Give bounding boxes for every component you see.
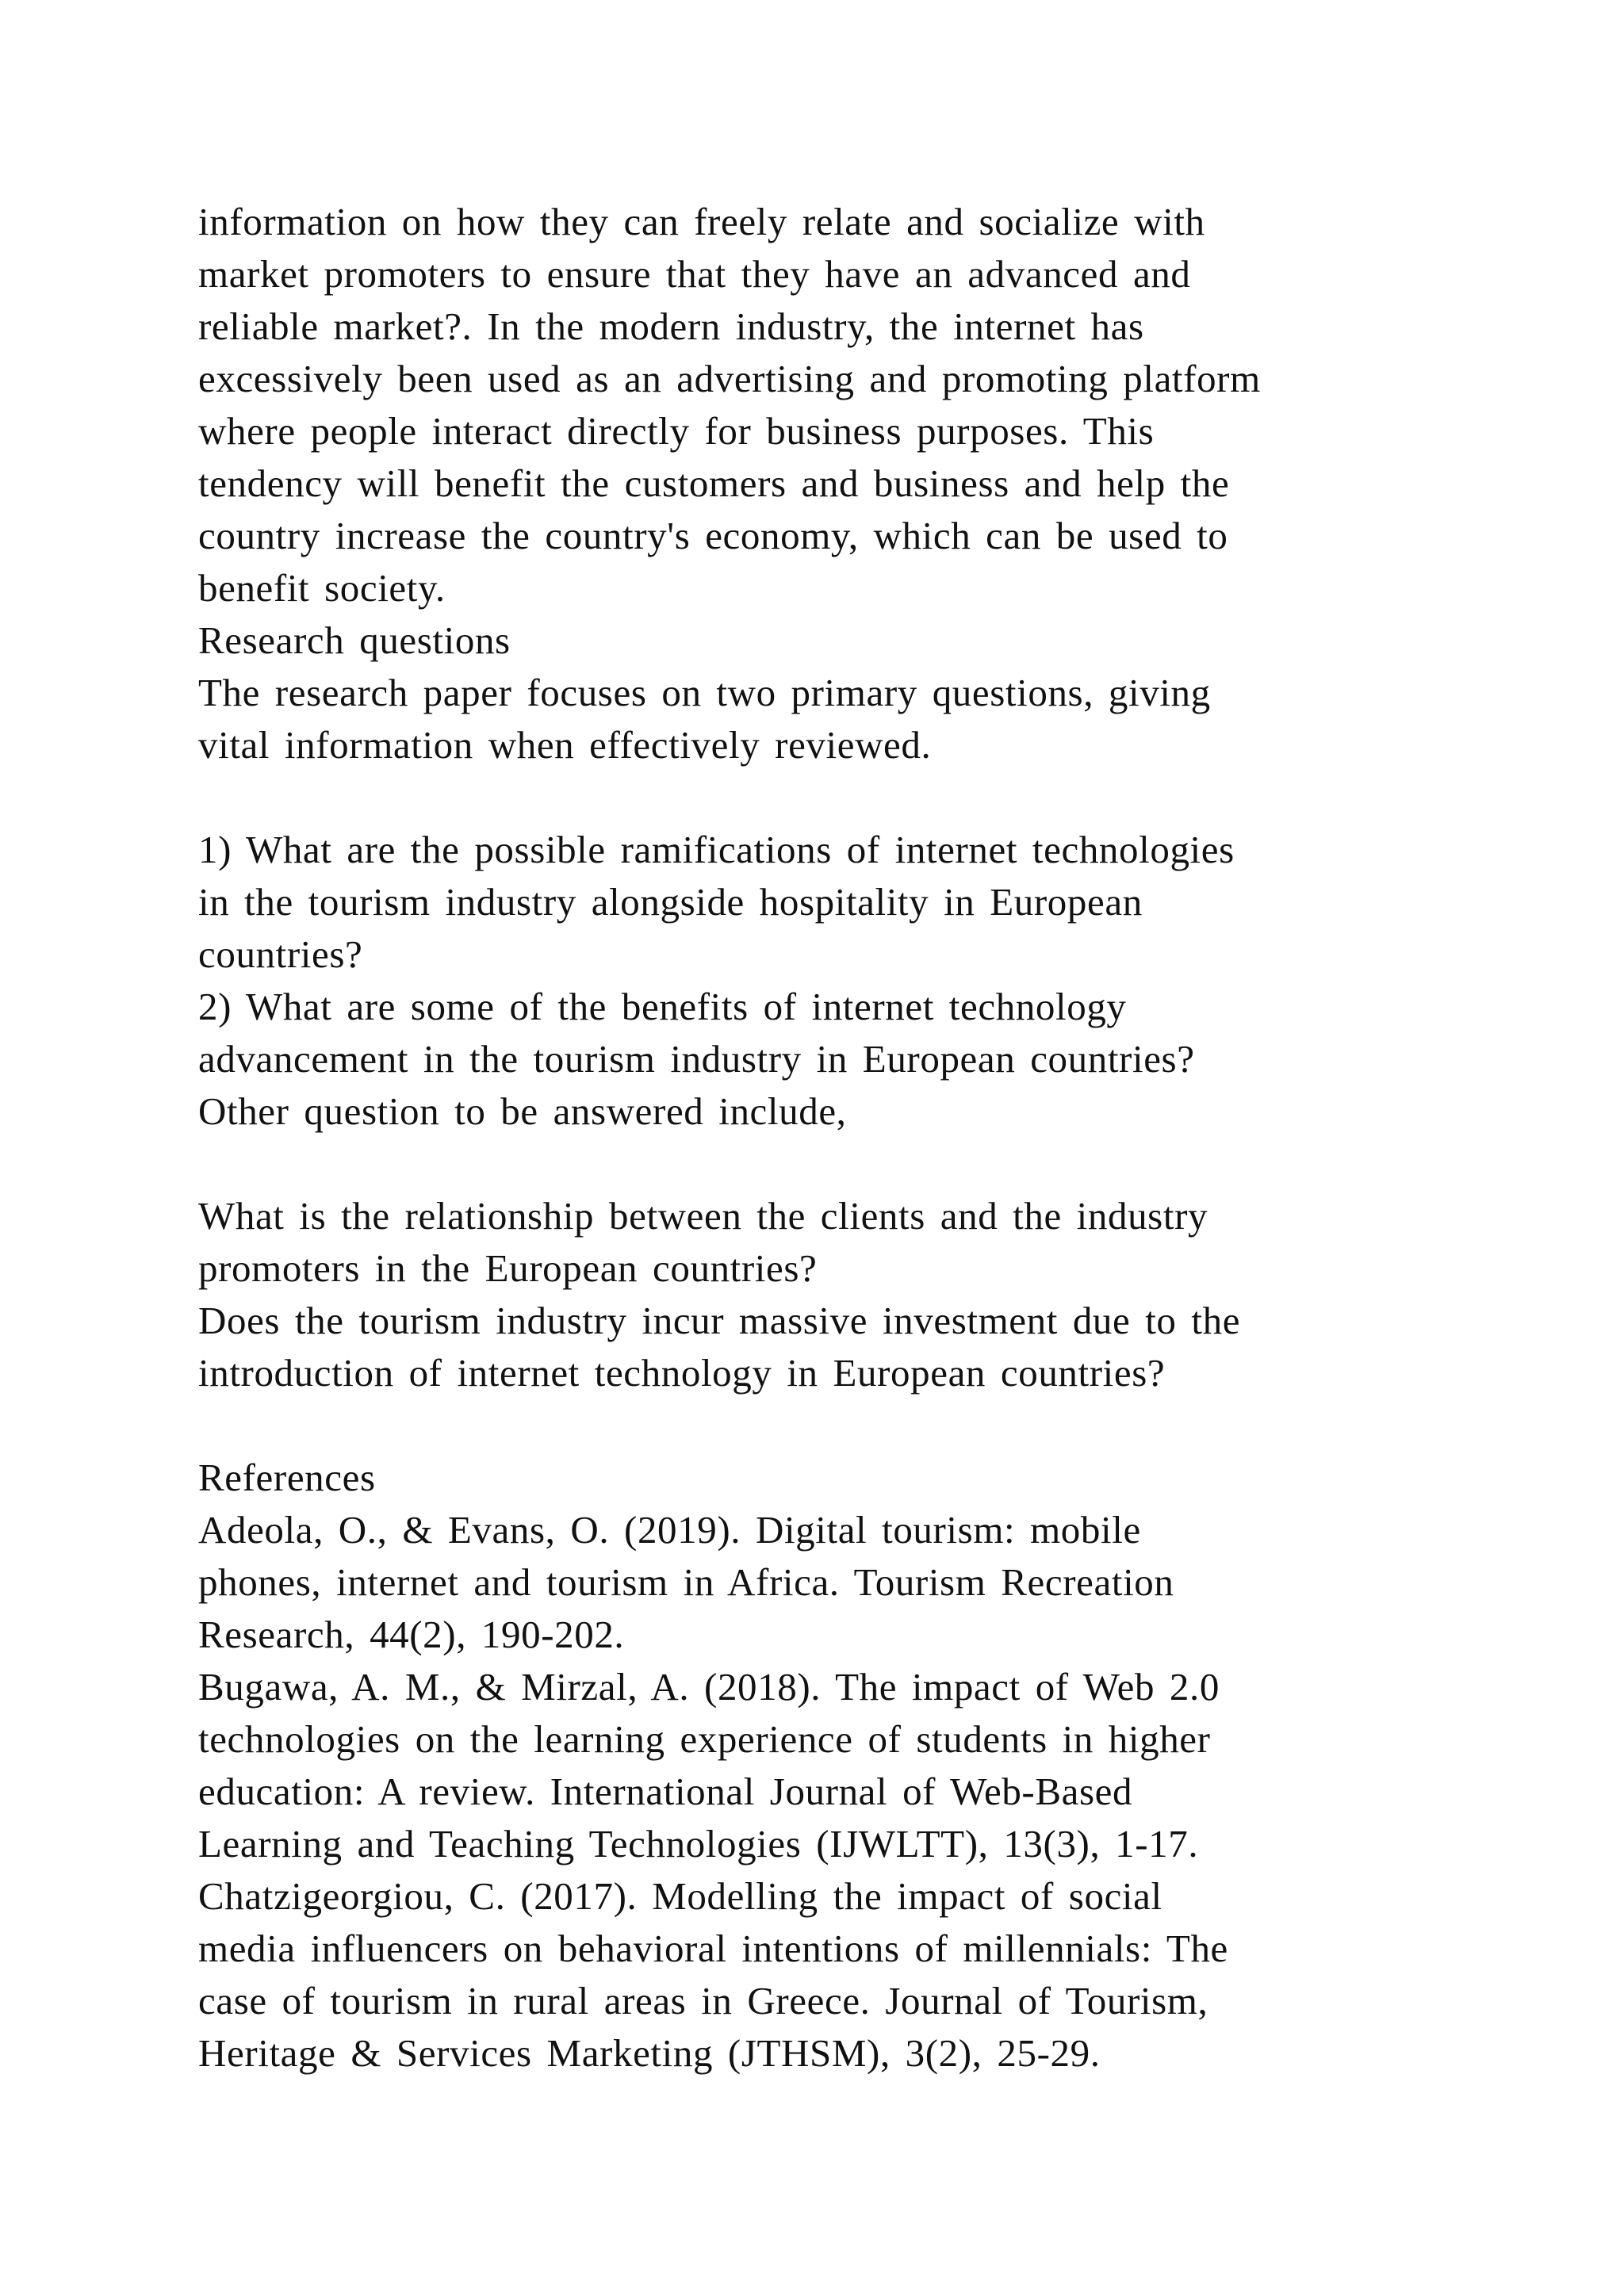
question-line: countries?	[198, 932, 363, 976]
reference-line: Chatzigeorgiou, C. (2017). Modelling the impact of social	[198, 1874, 1162, 1918]
text-line: reliable market?. In the modern industry, the internet has	[198, 304, 1144, 348]
text-line: benefit society.	[198, 566, 446, 610]
references-heading: References	[198, 1456, 376, 1499]
reference-line: Heritage & Services Marketing (JTHSM), 3(2), 25-29.	[198, 2031, 1101, 2075]
blank-line	[198, 1399, 1546, 1452]
references-list	[198, 1504, 1546, 2080]
question-line: in the tourism industry alongside hospitality in European	[198, 880, 1143, 924]
blank-line	[198, 771, 1546, 824]
text-line: tendency will benefit the customers and business and help the	[198, 461, 1230, 505]
text-line: vital information when effectively reviewed.	[198, 723, 932, 767]
document-body	[198, 196, 1546, 2080]
other-questions-list	[198, 1190, 1546, 1399]
question-line: advancement in the tourism industry in European countries?	[198, 1037, 1195, 1081]
text-line: country increase the country's economy, which can be used to	[198, 514, 1228, 557]
reference-line: Adeola, O., & Evans, O. (2019). Digital tourism: mobile	[198, 1508, 1141, 1552]
reference-line: phones, internet and tourism in Africa. Tourism Recreation	[198, 1560, 1174, 1604]
intro-paragraph	[198, 196, 1546, 614]
reference-line: technologies on the learning experience of students in higher	[198, 1717, 1211, 1761]
reference-line: case of tourism in rural areas in Greece. Journal of Tourism,	[198, 1979, 1208, 2022]
reference-line: education: A review. International Journal of Web-Based	[198, 1770, 1133, 1813]
question-line: 1) What are the possible ramifications of internet technologies	[198, 828, 1235, 871]
reference-line: Learning and Teaching Technologies (IJWLTT), 13(3), 1-17.	[198, 1822, 1199, 1866]
research-questions-heading: Research questions	[198, 618, 511, 662]
text-line: excessively been used as an advertising and promoting platform	[198, 357, 1261, 400]
text-line: market promoters to ensure that they have an advanced and	[198, 252, 1191, 296]
question-line: Does the tourism industry incur massive investment due to the	[198, 1299, 1241, 1342]
text-line: information on how they can freely relate and socialize with	[198, 200, 1205, 243]
question-line: What is the relationship between the clients and the industry	[198, 1194, 1208, 1238]
research-questions-intro	[198, 667, 1546, 771]
text-line: where people interact directly for business purposes. This	[198, 409, 1155, 453]
question-line: Other question to be answered include,	[198, 1089, 847, 1133]
text-line: The research paper focuses on two primary questions, giving	[198, 671, 1211, 714]
reference-line: Bugawa, A. M., & Mirzal, A. (2018). The impact of Web 2.0	[198, 1665, 1220, 1709]
reference-line: Research, 44(2), 190-202.	[198, 1613, 625, 1656]
primary-questions-list	[198, 824, 1546, 1138]
question-line: promoters in the European countries?	[198, 1246, 818, 1290]
blank-line	[198, 1138, 1546, 1190]
question-line: 2) What are some of the benefits of internet technology	[198, 985, 1127, 1028]
question-line: introduction of internet technology in European countries?	[198, 1351, 1166, 1395]
reference-line: media influencers on behavioral intentions of millennials: The	[198, 1927, 1228, 1970]
